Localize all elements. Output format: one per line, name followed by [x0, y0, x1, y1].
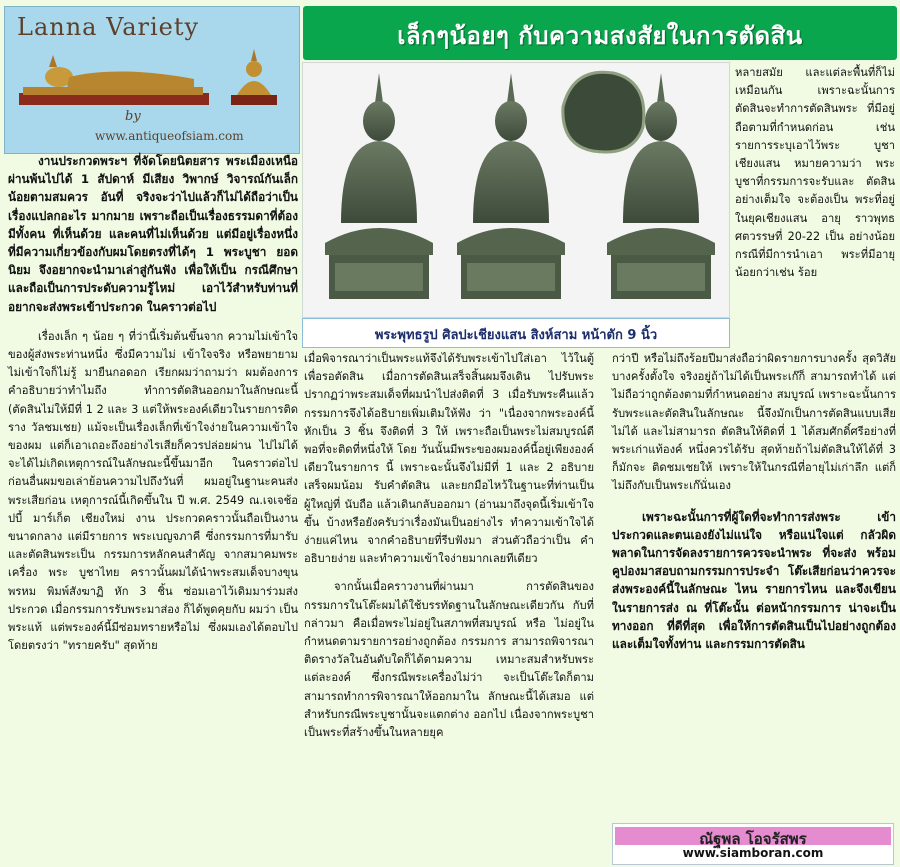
- buddha-photo: [302, 62, 730, 318]
- column-right-top: [735, 64, 895, 282]
- author-name-bar: [615, 827, 891, 848]
- right-top-paragraph: หลายสมัย และแต่ละพื้นที่ก็ไม่ เหมือนกัน เพราะฉะนั้นการ ตัดสินจะทำการตัดสินพระ ที่มีอยู่ถือตามที่กำหนดก่อน เช่น รายการระบุเอาไว้พระ บูชาเชียงแสน หมายความว่า พระบูชาที่กรรมการจะรับและ ตัดสินอย่างเต็มใจ จะต้องเป็น พระที่อยู่ในยุคเชียงแสน อายุ ราวพุทธศตวรรษที่ 20-22 เป็น อย่างน้อย กรณีที่มีการนำเอา พระที่มีอายุน้อยกว่าเช่น ร้อย: [735, 66, 895, 280]
- logo-url: www.antiqueofsiam.com: [95, 129, 244, 143]
- buddha-statues-photo-icon: [303, 63, 729, 317]
- logo-by: by: [125, 109, 141, 124]
- buddha-statues-icon: [19, 47, 289, 109]
- column-middle: [304, 350, 594, 742]
- logo-title: Lanna Variety: [17, 13, 200, 41]
- column-right: [612, 350, 896, 653]
- photo-caption: [302, 318, 730, 348]
- middle-paragraph-2: จากนั้นเมื่อคราวงานที่ผ่านมา การตัดสินของ กรรมการในโต๊ะผมได้ใช้บรรทัดฐานในลักษณะเดียวกัน กับที่กล่าวมา คือเมื่อพระไม่อยู่ในสภาพที่สมบูรณ์ หรือ ไม่อยู่ในกำหนดตามรายการอย่างถูกต้อง กรรมการ สามารถพิจารณาติดรางวัลในอันดับใดก็ได้ตามความ เหมาะสมสำหรับพระแต่ละองค์ ซึ่งกรณีพระเครื่องไม่ว่า จะเป็นโต๊ะใดก็ตามสามารถทำการพิจารณาให้ออกมาใน ลักษณะนี้ได้เสมอ แต่สำหรับกรณีพระบูชานั้นจะแตกต่าง ออกไป เนื่องจากพระบูชาเป็นพระที่สร้างขึ้นในหลายยุค: [304, 580, 594, 740]
- author-box: [612, 823, 894, 865]
- page-title: เล็กๆน้อยๆ กับความสงสัยในการตัดสิน: [397, 22, 803, 50]
- column-left: [8, 152, 298, 655]
- intro-paragraph: งานประกวดพระฯ ที่จัดโดยนิตยสาร พระเมืองเหนือผ่านพ้นไปได้ 1 สัปดาห์ มีเสียง วิพากษ์ วิจารณ์กันเล็กน้อยตามสมควร อันที่ จริงจะว่าไปแล้วก็ไม่ได้ถือว่าเป็นเรื่องแปลกอะไร มากมาย เพราะถือเป็นเรื่องธรรมดาที่ต้องมีทั้งคน ที่เห็นด้วย และคนที่ไม่เห็นด้วย แต่มีอยู่เรื่องหนึ่ง ที่มีความเกี่ยวข้องกับผมโดยตรงที่ได้ๆ 1 พระบูชา ยอดนิยม จึงอยากจะนำมาเล่าสู่กันฟัง เพื่อให้เป็น กรณีศึกษา และถือเป็นการประดับความรู้ไหม่ เอาไว้สำหรับท่านที่อยากจะส่งพระเข้าประกวด ในคราวต่อไป: [8, 154, 298, 314]
- caption-text: พระพุทธรูป ศิลปะเชียงแสน สิงห์สาม หน้าตัก 9 นิ้ว: [374, 328, 658, 343]
- conclusion-paragraph: เพราะฉะนั้นการที่ผู้ใดที่จะทำการส่งพระ เข้าประกวดและตนเองยังไม่แน่ใจ หรือแน่ใจแต่ กลัวผิดพลาดในการจัดลงรายการควรจะนำพระ ที่จะส่ง พร้อมคูปองมาสอบถามกรรมการประจำ โต๊ะเสียก่อนว่าควรจะส่งพระองค์นี้ในลักษณะ ไหน รายการไหน และจึงเขียนในรายการส่ง ณ ที่โต๊ะนั้น ต่อหน้ากรรมการ น่าจะเป็นทางออก ที่ดีที่สุด เพื่อให้การตัดสินเป็นไปอย่างถูกต้อง และเต็มใจทั้งท่าน และกรรมการตัดสิน: [612, 509, 896, 652]
- lanna-variety-logo: [4, 6, 300, 154]
- middle-paragraph: เมื่อพิจารณาว่าเป็นพระแท้จึงได้รับพระเข้าไปใส่เอา ไว้ในตู้เพื่อรอตัดสิน เมื่อการตัดสินเสร็จสิ้นผมจึงเดิน ไปรับพระ ปรากฏว่าพระสมเด็จที่ผมนำไปส่งติดที่ 3 เมื่อรับพระคืนแล้ว กรรมการจึงได้อธิบายเพิ่มเติมให้ฟัง ว่า "เนื่องจากพระองค์นี้หักเป็น 3 ชิ้น จึงติดที่ 3 ให้ เพราะถือเป็นพระไม่สมบูรณ์ดีพอที่จะติดที่หนึ่งให้ โดย วันนั้นมีพระของผมองค์นี้อยู่เพียงองค์เดียวในรายการ นี้ เพราะฉะนั้นจึงไม่มีที่ 1 และ 2 อธิบายเสร็จผมน้อม รับคำตัดสิน และยกมือไหว้ในฐานะที่ท่านเป็นผู้ใหญ่ที่ นับถือ แล้วเดินกลับออกมา (อ่านมาถึงจุดนี้เริ่มเข้าใจขึ้น บ้างหรือยังครับว่าเรื่องมันเป็นอย่างไร ทำความเข้าใจได้ ง่ายแค่ไหน จากคำอธิบายที่รีบฟังมา ส่วนตัวถือว่าเป็น คำอธิบายง่าย และทำความเข้าใจง่ายมากเลยทีเดียว: [304, 352, 594, 566]
- right-paragraph: กว่าปี หรือไม่ถึงร้อยปีมาส่งถือว่าผิดรายการบางครั้ง สุดวิสัย บางครั้งตั้งใจ จริงอยู่ถ้าไม่ได้เป็นพระเก๊ก็ สามารถทำได้ แต่ไม่ถือว่าถูกต้องตามที่กำหนดอย่าง สมบูรณ์ เพราะฉะนั้นการรับพระและตัดสินในลักษณะ นี้จึงมักเป็นการตัดสินแบบเสียไม่ได้ และไม่สามารถ ตัดสินให้ติดที่ 1 ได้สมศักดิ์ศรีอย่างที่พระเก่าแท้องค์ หนึ่งควรได้รับ สุดท้ายถ้าไม่ตัดสินให้ได้ที่ 3 ก็มักจะ ติดชมเชยให้ เพราะให้ในกรณีที่อายุไม่เก่าลึก แต่ก็ ไม่ถึงกับเป็นพระเก๊นั่นเอง: [612, 352, 896, 493]
- author-url: www.siamboran.com: [682, 846, 824, 860]
- author-name: ณัฐพล โอจรัสพร: [699, 830, 807, 848]
- title-banner: [303, 6, 897, 60]
- story-paragraph: เรื่องเล็ก ๆ น้อย ๆ ที่ว่านี้เริ่มต้นขึ้นจาก ความไม่เข้าใจของผู้ส่งพระท่านหนึ่ง ซึ่งมีความไม่ เข้าใจจริง หรือพยายามไม่เข้าใจก็ไม่รู้ มายืนกอดอก เรียกผมว่าถามว่า ผมต้องการคำอธิบายว่าทำไมถึง ทำการตัดสินออกมาในลักษณะนี้ (ตัดสินไม่ให้มีที่ 1 2 และ 3 แต่ให้พระองค์เดียวในรายการติดราง วัลชมเชย) แม้จะเป็นเรื่องเล็กที่เข้าใจง่ายในความเข้าใจ ของผม แต่ก็เอาเถอะถึงอย่างไรเสียก็ควรปล่อยผ่าน ไปไม่ได้ จะได้ไม่เกิดเหตุการณ์ในลักษณะนี้ขึ้นมาอีก ในคราวต่อไป ก่อนอื่นผมขอเล่าย้อนความไปถึงวันที่ ผมอยู่ในฐานะคนส่งพระเสียก่อน เหตุการณ์นี้เกิดขึ้นใน ปี พ.ศ. 2549 ณ.เจเจช้อปบี้ มาร์เก็ต เชียงใหม่ งาน ประกวดคราวนั้นถือเป็นงานขนาดกลาง แต่มีรายการ พระเบญจภาคี ซึ่งกรรมการที่มารับและตัดสินพระเป็น กรรมการหลักคนสำคัญ จากสมาคมพระเครื่อง พระ บูชาไทย คราวนั้นผมได้นำพระสมเด็จบางขุนพรหม พิมพ์สังฆาฏิ หัก 3 ชิ้น ซ่อมเอาไว้เดิมมาร่วมส่ง ประกวด เมื่อกรรมการรับพระมาส่อง ก็ได้พูดคุยกับ ผมว่า เป็นพระแท้ แต่พระองค์นี้มีซ่อมทรายหรือไม่ ซึ่งผมเองได้ตอบไปโดยตรงว่า "ทรายครับ" สุดท้าย: [8, 329, 298, 653]
